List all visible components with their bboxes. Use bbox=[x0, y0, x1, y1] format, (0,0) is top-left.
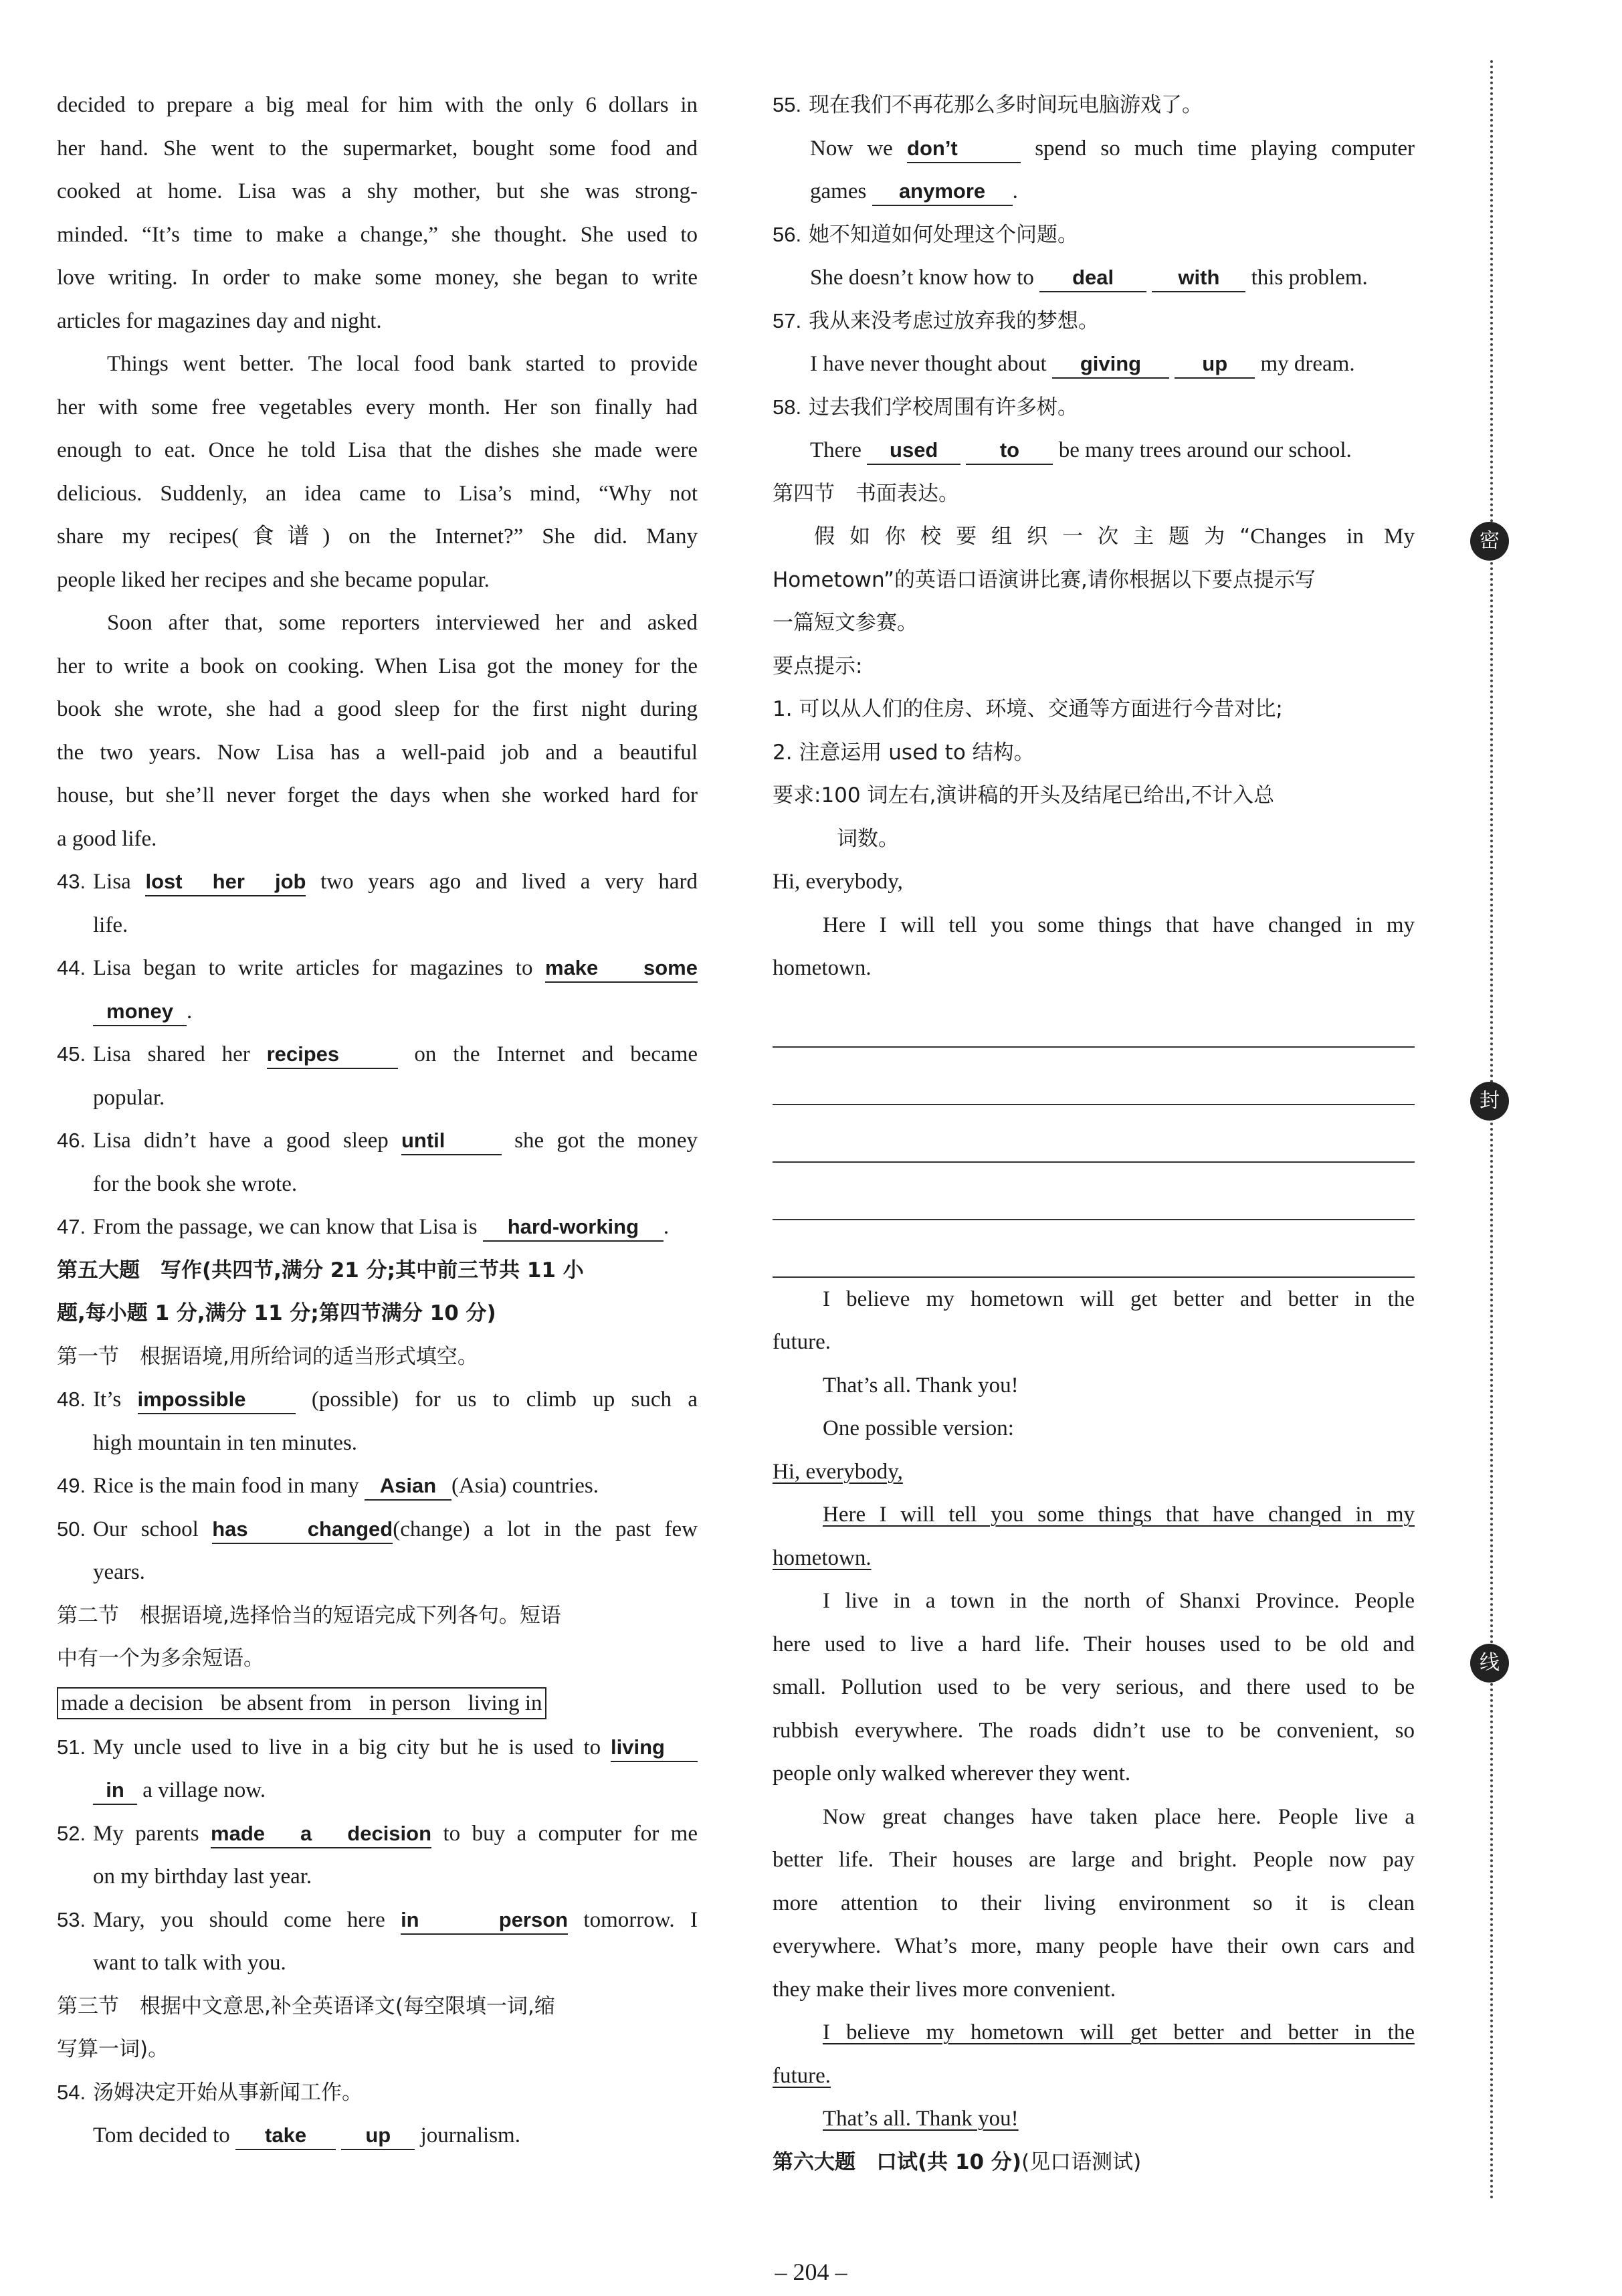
passage-line: people liked her recipes and she became popular. bbox=[57, 567, 490, 592]
answer-blank: money bbox=[93, 998, 187, 1026]
section-5-title: 第五大题 写作(共四节,满分 21 分;其中前三节共 11 小 bbox=[57, 1258, 584, 1282]
phrase-option: in person bbox=[369, 1691, 451, 1715]
points-title: 要点提示: bbox=[773, 654, 863, 678]
answer-blank: giving bbox=[1052, 351, 1169, 379]
question-44-cont: money . bbox=[57, 990, 698, 1034]
point-2: 2. 注意运用 used to 结构。 bbox=[773, 740, 1035, 765]
sample-line: I live in a town in the north of Shanxi Province. People bbox=[823, 1589, 1415, 1613]
answer-blank: make some bbox=[545, 955, 698, 983]
question-53: 53. Mary, you should come here in person tomorrow. I bbox=[57, 1899, 698, 1942]
seal-mark-feng: 封 bbox=[1470, 1082, 1509, 1121]
question-50-cont: years. bbox=[93, 1560, 145, 1584]
sample-greeting: Hi, everybody, bbox=[773, 1459, 903, 1484]
point-1: 1. 可以从人们的住房、环境、交通等方面进行今昔对比; bbox=[773, 697, 1283, 721]
sample-line: here used to live a hard life. Their houses used to be old and bbox=[773, 1632, 1415, 1656]
binding-dotted-line bbox=[1490, 60, 1493, 2201]
answer-blank: don’t bbox=[907, 135, 1021, 163]
speech-closing: I believe my hometown will get better and better in the bbox=[823, 1286, 1415, 1311]
passage-line: Soon after that, some reporters interviewed her and asked bbox=[107, 611, 698, 635]
phrase-box bbox=[57, 1687, 546, 1719]
question-49: 49. Rice is the main food in many Asian (Asia) countries. bbox=[57, 1464, 698, 1508]
answer-blank: hard-working bbox=[483, 1214, 664, 1242]
answer-blank: Asian bbox=[365, 1472, 451, 1501]
writing-task-line: 一篇短文参赛。 bbox=[773, 611, 918, 635]
passage-line: a good life. bbox=[57, 826, 157, 851]
passage-line: minded. “It’s time to make a change,” she thought. She used to bbox=[57, 222, 698, 247]
question-55-translation: Now we don’t spend so much time playing computer bbox=[773, 127, 1415, 171]
seal-mark-xian: 线 bbox=[1470, 1644, 1509, 1683]
passage-line: share my recipes(食谱) on the Internet?” She did. Many bbox=[57, 524, 698, 549]
sample-opening: Here I will tell you some things that have changed in my bbox=[823, 1503, 1415, 1527]
answer-blank: until bbox=[401, 1127, 502, 1155]
question-45-cont: popular. bbox=[93, 1085, 165, 1110]
seal-mark-mi: 密 bbox=[1470, 522, 1509, 561]
answer-blank: used bbox=[867, 437, 960, 465]
answer-blank: with bbox=[1152, 264, 1245, 292]
part-2-heading: 第二节 根据语境,选择恰当的短语完成下列各句。短语 bbox=[57, 1603, 561, 1628]
sample-closing: I believe my hometown will get better and better in the bbox=[823, 2020, 1415, 2044]
question-55-translation-cont: games anymore . bbox=[773, 170, 1415, 213]
left-column bbox=[57, 84, 698, 2158]
question-58: 58. 过去我们学校周围有许多树。 bbox=[773, 395, 1078, 419]
answer-blank: has changed bbox=[212, 1516, 393, 1544]
sample-line: they make their lives more convenient. bbox=[773, 1977, 1116, 2002]
answer-blank: made a decision bbox=[211, 1820, 431, 1848]
speech-greeting: Hi, everybody, bbox=[773, 870, 903, 894]
sample-opening-cont: hometown. bbox=[773, 1545, 872, 1570]
question-51: 51. My uncle used to live in a big city but he is used to living bbox=[57, 1726, 698, 1769]
speech-opening: Here I will tell you some things that have changed in my bbox=[823, 913, 1415, 937]
phrase-option: be absent from bbox=[220, 1691, 352, 1715]
part-3-heading-cont: 写算一词)。 bbox=[57, 2037, 169, 2061]
speech-closing-cont: future. bbox=[773, 1330, 831, 1354]
question-43: 43. Lisa lost her job two years ago and lived a very hard bbox=[57, 860, 698, 904]
right-column bbox=[773, 84, 1415, 2184]
answer-blank: in bbox=[93, 1777, 137, 1805]
answer-blank: living bbox=[611, 1734, 698, 1762]
writing-line[interactable] bbox=[773, 990, 1415, 1048]
section-6-title: 第六大题 口试(共 10 分)(见口语测试) bbox=[773, 2149, 1142, 2174]
passage-line: the two years. Now Lisa has a well-paid job and a beautiful bbox=[57, 740, 698, 765]
passage-line: Things went better. The local food bank started to provide bbox=[107, 352, 698, 376]
phrase-option: made a decision bbox=[61, 1691, 203, 1715]
passage-line: delicious. Suddenly, an idea came to Lisa’s mind, “Why not bbox=[57, 481, 698, 506]
writing-lines bbox=[773, 990, 1415, 1278]
question-57: 57. 我从来没考虑过放弃我的梦想。 bbox=[773, 308, 1099, 333]
part-2-heading-cont: 中有一个为多余短语。 bbox=[57, 1646, 264, 1670]
answer-blank: impossible bbox=[138, 1386, 296, 1414]
passage-line: her to write a book on cooking. When Lisa got the money for the bbox=[57, 654, 698, 678]
question-57-translation: I have never thought about giving up my dream. bbox=[773, 343, 1415, 386]
part-1-heading: 第一节 根据语境,用所给词的适当形式填空。 bbox=[57, 1344, 478, 1369]
answer-blank: anymore bbox=[872, 178, 1013, 206]
part-3-heading: 第三节 根据中文意思,补全英语译文(每空限填一词,缩 bbox=[57, 1994, 555, 2018]
passage-line: book she wrote, she had a good sleep for the first night during bbox=[57, 697, 698, 721]
answer-blank: in person bbox=[401, 1907, 568, 1935]
question-44: 44. Lisa began to write articles for magazines to make some bbox=[57, 947, 698, 990]
writing-task-line: 假如你校要组织一次主题为“Changes in My bbox=[814, 524, 1415, 549]
sample-line: everywhere. What’s more, many people have their own cars and bbox=[773, 1934, 1415, 1958]
passage-line: cooked at home. Lisa was a shy mother, but she was strong- bbox=[57, 179, 698, 203]
question-51-cont: in a village now. bbox=[57, 1769, 698, 1812]
question-48-cont: high mountain in ten minutes. bbox=[93, 1430, 358, 1455]
passage-line: articles for magazines day and night. bbox=[57, 308, 382, 333]
question-50: 50. Our school has changed(change) a lot in the past few bbox=[57, 1508, 698, 1551]
question-58-translation: There used to be many trees around our school. bbox=[773, 429, 1415, 472]
sample-line: rubbish everywhere. The roads didn’t use to be convenient, so bbox=[773, 1718, 1415, 1743]
passage-line: her hand. She went to the supermarket, bought some food and bbox=[57, 136, 698, 161]
speech-thanks: That’s all. Thank you! bbox=[823, 1373, 1019, 1398]
question-52: 52. My parents made a decision to buy a computer for me bbox=[57, 1812, 698, 1856]
writing-line[interactable] bbox=[773, 1048, 1415, 1105]
sample-closing-cont: future. bbox=[773, 2063, 831, 2088]
phrase-option: living in bbox=[468, 1691, 542, 1715]
answer-blank: to bbox=[966, 437, 1053, 465]
question-48: 48. It’s impossible (possible) for us to climb up such a bbox=[57, 1378, 698, 1422]
question-54-translation: Tom decided to take up journalism. bbox=[57, 2114, 698, 2158]
section-5-title-cont: 题,每小题 1 分,满分 11 分;第四节满分 10 分) bbox=[57, 1301, 496, 1325]
question-55: 55. 现在我们不再花那么多时间玩电脑游戏了。 bbox=[773, 93, 1203, 117]
sample-line: people only walked wherever they went. bbox=[773, 1761, 1131, 1786]
question-47: 47. From the passage, we can know that Lisa is hard-working . bbox=[57, 1206, 698, 1249]
writing-line[interactable] bbox=[773, 1163, 1415, 1220]
question-46-cont: for the book she wrote. bbox=[93, 1171, 298, 1196]
answer-blank: up bbox=[341, 2122, 415, 2150]
question-46: 46. Lisa didn’t have a good sleep until she got the money bbox=[57, 1119, 698, 1163]
answer-blank: deal bbox=[1039, 264, 1146, 292]
sample-line: better life. Their houses are large and bright. People now pay bbox=[773, 1848, 1415, 1872]
passage-line: love writing. In order to make some money, she began to write bbox=[57, 266, 698, 290]
question-43-cont: life. bbox=[93, 913, 128, 937]
question-52-cont: on my birthday last year. bbox=[93, 1864, 312, 1889]
passage-line: decided to prepare a big meal for him with the only 6 dollars in bbox=[57, 93, 698, 117]
requirement-cont: 词数。 bbox=[837, 826, 899, 851]
sample-line: more attention to their living environment so it is clean bbox=[773, 1891, 1415, 1915]
passage-line: house, but she’ll never forget the days when she worked hard for bbox=[57, 783, 698, 807]
answer-blank: lost her job bbox=[145, 868, 306, 896]
answer-blank: take bbox=[235, 2122, 336, 2150]
writing-task-line: Hometown”的英语口语演讲比赛,请你根据以下要点提示写 bbox=[773, 567, 1316, 592]
passage-line: her with some free vegetables every month. Her son finally had bbox=[57, 395, 698, 419]
question-53-cont: want to talk with you. bbox=[93, 1951, 286, 1975]
question-56: 56. 她不知道如何处理这个问题。 bbox=[773, 222, 1078, 247]
question-54: 54. 汤姆决定开始从事新闻工作。 bbox=[57, 2080, 363, 2105]
writing-line[interactable] bbox=[773, 1105, 1415, 1163]
part-4-heading: 第四节 书面表达。 bbox=[773, 481, 959, 506]
answer-blank: up bbox=[1175, 351, 1255, 379]
page-number: – 204 – bbox=[775, 2259, 847, 2285]
passage-line: enough to eat. Once he told Lisa that the dishes she made were bbox=[57, 438, 698, 462]
sample-thanks: That’s all. Thank you! bbox=[823, 2107, 1019, 2131]
sample-version-label: One possible version: bbox=[823, 1416, 1014, 1440]
writing-line[interactable] bbox=[773, 1220, 1415, 1278]
requirement: 要求:100 词左右,演讲稿的开头及结尾已给出,不计入总 bbox=[773, 783, 1275, 807]
speech-opening-cont: hometown. bbox=[773, 956, 872, 980]
answer-blank: recipes bbox=[267, 1041, 398, 1069]
sample-line: Now great changes have taken place here. People live a bbox=[823, 1804, 1415, 1829]
reading-passage bbox=[57, 84, 698, 860]
sample-line: small. Pollution used to be very serious, and there used to be bbox=[773, 1675, 1415, 1699]
question-45: 45. Lisa shared her recipes on the Internet and became bbox=[57, 1033, 698, 1076]
question-56-translation: She doesn’t know how to deal with this problem. bbox=[773, 256, 1415, 300]
